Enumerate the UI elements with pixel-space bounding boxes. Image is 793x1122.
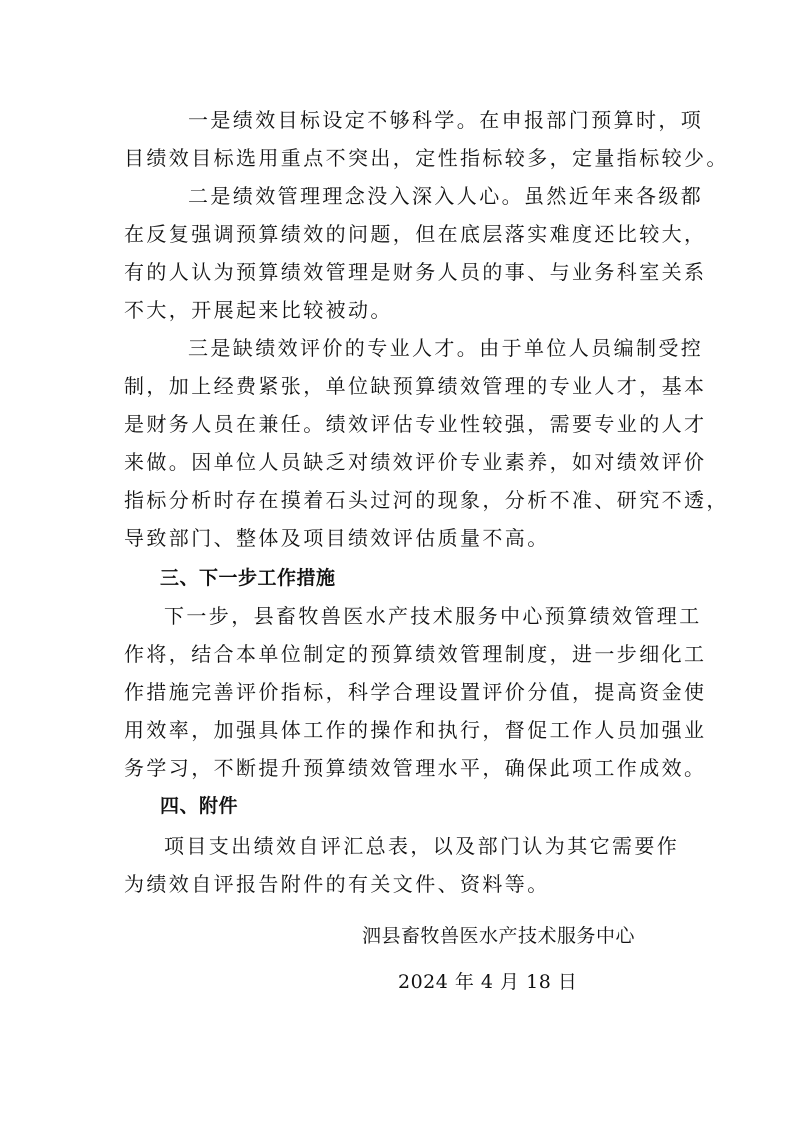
paragraph-2-line-4: 不大，开展起来比较被动。 bbox=[124, 298, 393, 322]
paragraph-3-line-6: 导致部门、整体及项目绩效评估质量不高。 bbox=[124, 526, 550, 550]
paragraph-2-line-3: 有的人认为预算绩效管理是财务人员的事、与业务科室关系 bbox=[124, 260, 707, 284]
paragraph-3-line-5: 指标分析时存在摸着石头过河的现象，分析不准、研究不透， bbox=[124, 488, 729, 512]
section-heading-attachments: 四、附件 bbox=[160, 795, 239, 817]
paragraph-2-line-2: 在反复强调预算绩效的问题，但在底层落实难度还比较大， bbox=[124, 222, 707, 246]
paragraph-1-line-2: 目绩效目标选用重点不突出，定性指标较多，定量指标较少。 bbox=[124, 146, 729, 170]
section-heading-next-steps: 三、下一步工作措施 bbox=[160, 567, 336, 589]
paragraph-3-line-2: 制，加上经费紧张，单位缺预算绩效管理的专业人才，基本 bbox=[124, 374, 707, 398]
paragraph-3-line-1: 三是缺绩效评价的专业人才。由于单位人员编制受控 bbox=[188, 336, 704, 360]
paragraph-1-line-1: 一是绩效目标设定不够科学。在申报部门预算时，项 bbox=[188, 108, 704, 132]
paragraph-3-line-3: 是财务人员在兼任。绩效评估专业性较强，需要专业的人才 bbox=[124, 412, 707, 436]
paragraph-2-line-1: 二是绩效管理理念没入深入人心。虽然近年来各级都 bbox=[188, 184, 704, 208]
paragraph-4-line-4: 用效率，加强具体工作的操作和执行，督促工作人员加强业 bbox=[124, 718, 707, 742]
paragraph-5-line-1: 项目支出绩效自评汇总表，以及部门认为其它需要作 bbox=[164, 834, 680, 858]
paragraph-4-line-1: 下一步，县畜牧兽医水产技术服务中心预算绩效管理工 bbox=[164, 604, 702, 628]
signature-organization: 泗县畜牧兽医水产技术服务中心 bbox=[362, 925, 636, 947]
paragraph-5-line-2: 为绩效自评报告附件的有关文件、资料等。 bbox=[124, 872, 550, 896]
paragraph-4-line-2: 作将，结合本单位制定的预算绩效管理制度，进一步细化工 bbox=[124, 642, 707, 666]
paragraph-4-line-3: 作措施完善评价指标，科学合理设置评价分值，提高资金使 bbox=[124, 680, 707, 704]
paragraph-3-line-4: 来做。因单位人员缺乏对绩效评价专业素养，如对绩效评价 bbox=[124, 450, 707, 474]
signature-date: 2024 年 4 月 18 日 bbox=[398, 971, 578, 993]
paragraph-4-line-5: 务学习，不断提升预算绩效管理水平，确保此项工作成效。 bbox=[124, 756, 707, 780]
